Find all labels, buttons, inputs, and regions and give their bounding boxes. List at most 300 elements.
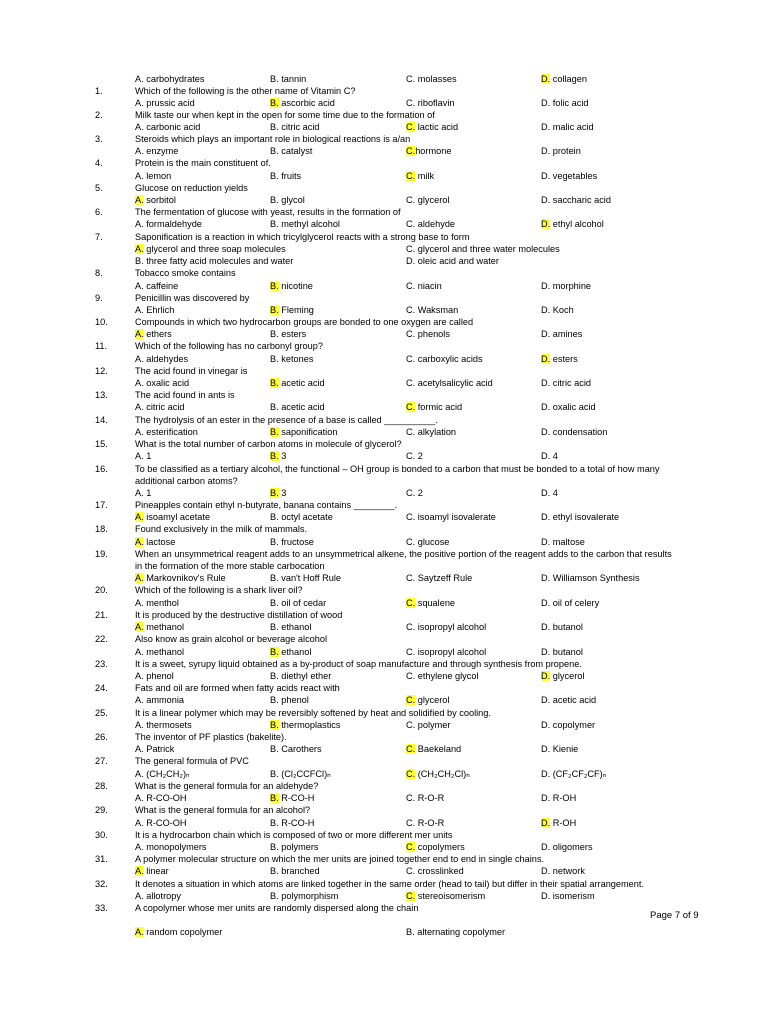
- question-continuation: [0, 475, 768, 487]
- question-text: Tobacco smoke contains: [135, 268, 236, 278]
- answer-option: [135, 743, 174, 755]
- question-line: [0, 499, 768, 511]
- correct-answer-marker: C.: [406, 769, 416, 779]
- answer-option: [135, 597, 179, 609]
- option-letter: A.: [135, 98, 144, 108]
- option-text: alternating copolymer: [414, 927, 506, 937]
- question-text: Penicillin was discovered by: [135, 293, 250, 303]
- answer-option: [270, 694, 309, 706]
- option-text: fruits: [278, 171, 302, 181]
- option-text: ethylene glycol: [415, 671, 479, 681]
- option-letter: A.: [135, 74, 144, 84]
- answer-option: [406, 792, 444, 804]
- option-letter: C.: [406, 720, 416, 730]
- option-text: glycol: [278, 195, 305, 205]
- answer-option: [270, 353, 313, 365]
- option-text: menthol: [143, 598, 179, 608]
- answer-option: [135, 926, 222, 938]
- option-text: Williamson Synthesis: [550, 573, 640, 583]
- options-line: [0, 743, 768, 755]
- option-letter: B.: [270, 573, 279, 583]
- options-line: [0, 926, 768, 938]
- option-letter: A.: [135, 744, 144, 754]
- option-letter: C.: [406, 329, 416, 339]
- option-letter: B.: [135, 256, 144, 266]
- option-letter: D.: [541, 866, 551, 876]
- option-letter: A.: [135, 891, 144, 901]
- option-letter: D.: [541, 488, 551, 498]
- option-text: lactose: [143, 537, 176, 547]
- options-line: [0, 536, 768, 548]
- option-letter: A.: [135, 488, 144, 498]
- question-text: in the formation of the more stable carbocation: [135, 561, 325, 571]
- question-text: The acid found in vinegar is: [135, 366, 248, 376]
- option-text: ketones: [278, 354, 314, 364]
- answer-option: [541, 890, 595, 902]
- question-line: [0, 365, 768, 377]
- option-text: isopropyl alcohol: [415, 622, 487, 632]
- correct-answer-marker: C.: [406, 891, 416, 901]
- correct-answer-marker: D.: [541, 74, 551, 84]
- option-text: caffeine: [143, 281, 179, 291]
- question-number: 33.: [95, 903, 108, 913]
- option-letter: A.: [135, 695, 144, 705]
- answer-option: [135, 621, 184, 633]
- answer-option: [135, 194, 176, 206]
- answer-option: [541, 170, 597, 182]
- option-text: Fleming: [278, 305, 314, 315]
- correct-answer-marker: A.: [135, 244, 144, 254]
- option-text: van't Hoff Rule: [278, 573, 342, 583]
- answer-option: [135, 536, 175, 548]
- correct-answer-marker: C.: [406, 122, 416, 132]
- option-letter: C.: [406, 573, 416, 583]
- question-number: 19.: [95, 549, 108, 559]
- option-letter: A.: [135, 842, 144, 852]
- question-line: [0, 780, 768, 792]
- question-line: [0, 206, 768, 218]
- question-text: Fats and oil are formed when fatty acids react with: [135, 683, 340, 693]
- option-letter: B.: [270, 866, 279, 876]
- option-letter: C.: [406, 281, 416, 291]
- options-line: [0, 670, 768, 682]
- option-text: 1: [143, 451, 152, 461]
- answer-option: [270, 817, 314, 829]
- question-text: The acid found in ants is: [135, 390, 235, 400]
- option-text: ascorbic acid: [278, 98, 335, 108]
- correct-answer-marker: D.: [541, 219, 551, 229]
- question-number: 1.: [95, 86, 103, 96]
- option-text: branched: [278, 866, 320, 876]
- option-text: isoamyl isovalerate: [415, 512, 496, 522]
- options-line: [0, 817, 768, 829]
- option-letter: C.: [406, 305, 416, 315]
- option-text: ethers: [143, 329, 172, 339]
- question-line: [0, 231, 768, 243]
- answer-option: [406, 243, 560, 255]
- option-letter: A.: [135, 402, 144, 412]
- question-line: [0, 584, 768, 596]
- options-line: [0, 280, 768, 292]
- option-letter: A.: [135, 219, 144, 229]
- options-line: [0, 218, 768, 230]
- question-number: 7.: [95, 232, 103, 242]
- question-line: [0, 109, 768, 121]
- option-text: citric acid: [550, 378, 592, 388]
- option-letter: C.: [406, 195, 416, 205]
- question-number: 9.: [95, 293, 103, 303]
- option-text: glycerol and three soap molecules: [143, 244, 286, 254]
- question-text: The hydrolysis of an ester in the presence of a base is called __________.: [135, 415, 438, 425]
- option-text: oligomers: [550, 842, 593, 852]
- options-line: [0, 426, 768, 438]
- answer-option: [270, 304, 314, 316]
- options-line: [0, 450, 768, 462]
- option-letter: B.: [270, 622, 279, 632]
- question-line: [0, 316, 768, 328]
- option-text: ethyl isovalerate: [550, 512, 620, 522]
- question-text: What is the total number of carbon atoms in molecule of glycerol?: [135, 439, 402, 449]
- option-letter: D.: [541, 793, 551, 803]
- question-number: 30.: [95, 830, 108, 840]
- answer-option: [270, 121, 320, 133]
- option-text: phenol: [143, 671, 174, 681]
- option-text: 3: [278, 451, 287, 461]
- correct-answer-marker: A.: [135, 329, 144, 339]
- option-letter: B.: [270, 744, 279, 754]
- correct-answer-marker: B.: [270, 305, 279, 315]
- answer-option: [406, 646, 486, 658]
- answer-option: [270, 328, 306, 340]
- answer-option: [135, 280, 178, 292]
- option-letter: D.: [541, 378, 551, 388]
- question-text: The fermentation of glucose with yeast, results in the formation of: [135, 207, 401, 217]
- option-letter: A.: [135, 598, 144, 608]
- option-letter: A.: [135, 769, 144, 779]
- question-text: It is produced by the destructive distillation of wood: [135, 610, 343, 620]
- question-text: It is a sweet, syrupy liquid obtained as a by-product of soap manufacture and through synthesis from propene.: [135, 659, 582, 669]
- answer-option: [541, 304, 574, 316]
- option-text: isopropyl alcohol: [415, 647, 487, 657]
- answer-option: [406, 170, 434, 182]
- options-line: [0, 73, 768, 85]
- option-text: linear: [143, 866, 169, 876]
- option-text: methanol: [143, 622, 185, 632]
- question-line: [0, 731, 768, 743]
- question-text: Steroids which plays an important role in biological reactions is a/an: [135, 134, 411, 144]
- answer-option: [406, 145, 451, 157]
- option-text: Baekeland: [415, 744, 462, 754]
- answer-option: [541, 73, 587, 85]
- option-text: polymer: [415, 720, 451, 730]
- option-letter: B.: [270, 219, 279, 229]
- answer-option: [135, 328, 172, 340]
- option-text: polymorphism: [278, 891, 339, 901]
- answer-option: [135, 646, 184, 658]
- option-letter: A.: [135, 281, 144, 291]
- option-text: nicotine: [278, 281, 313, 291]
- option-letter: D.: [541, 598, 551, 608]
- option-text: lactic acid: [415, 122, 459, 132]
- option-text: folic acid: [550, 98, 589, 108]
- option-text: oxalic acid: [550, 402, 596, 412]
- question-text: What is the general formula for an aldehyde?: [135, 781, 319, 791]
- answer-option: [541, 572, 640, 584]
- correct-answer-marker: C.: [406, 744, 416, 754]
- question-number: 4.: [95, 158, 103, 168]
- question-text: A polymer molecular structure on which the mer units are joined together end to end in single chains.: [135, 854, 545, 864]
- option-letter: A.: [135, 671, 144, 681]
- option-text: monopolymers: [143, 842, 207, 852]
- option-text: sorbitol: [143, 195, 176, 205]
- answer-option: [270, 487, 286, 499]
- option-text: (CF₂CF₂CF)ₙ: [550, 769, 607, 779]
- option-text: diethyl ether: [278, 671, 332, 681]
- option-text: polymers: [278, 842, 319, 852]
- correct-answer-marker: C.: [406, 695, 416, 705]
- option-letter: B.: [270, 598, 279, 608]
- answer-option: [406, 121, 458, 133]
- question-line: [0, 658, 768, 670]
- question-number: 6.: [95, 207, 103, 217]
- options-line: [0, 304, 768, 316]
- option-text: allotropy: [143, 891, 181, 901]
- option-text: 2: [415, 488, 423, 498]
- option-letter: A.: [135, 122, 144, 132]
- answer-option: [541, 145, 581, 157]
- question-text: What is the general formula for an alcohol?: [135, 805, 311, 815]
- options-line: [0, 328, 768, 340]
- answer-option: [270, 170, 301, 182]
- question-number: 2.: [95, 110, 103, 120]
- option-text: R-CO-OH: [143, 793, 187, 803]
- option-letter: B.: [270, 402, 279, 412]
- question-text: Found exclusively in the milk of mammals.: [135, 524, 308, 534]
- options-line: [0, 646, 768, 658]
- option-text: amines: [550, 329, 583, 339]
- answer-option: [270, 280, 313, 292]
- option-text: esterification: [143, 427, 198, 437]
- question-text: The inventor of PF plastics (bakelite).: [135, 732, 287, 742]
- option-text: thermoplastics: [278, 720, 341, 730]
- question-text: Protein is the main constituent of.: [135, 158, 271, 168]
- question-text: Which of the following has no carbonyl group?: [135, 341, 323, 351]
- answer-option: [270, 377, 325, 389]
- answer-option: [406, 377, 493, 389]
- option-text: formaldehyde: [143, 219, 202, 229]
- correct-answer-marker: B.: [270, 793, 279, 803]
- answer-option: [406, 280, 442, 292]
- question-line: [0, 609, 768, 621]
- question-text: When an unsymmetrical reagent adds to an unsymmetrical alkene, the positive portion of the reagent adds to the carbon that results: [135, 549, 672, 559]
- options-line: [0, 194, 768, 206]
- option-letter: C.: [406, 512, 416, 522]
- answer-option: [406, 511, 496, 523]
- answer-option: [406, 621, 486, 633]
- option-text: butanol: [550, 647, 583, 657]
- answer-option: [406, 73, 457, 85]
- answer-option: [541, 646, 583, 658]
- option-letter: A.: [135, 378, 144, 388]
- option-text: milk: [415, 171, 435, 181]
- answer-option: [406, 450, 423, 462]
- options-line: [0, 865, 768, 877]
- correct-answer-marker: D.: [541, 354, 551, 364]
- answer-option: [406, 865, 464, 877]
- option-text: three fatty acid molecules and water: [143, 256, 294, 266]
- answer-option: [406, 694, 449, 706]
- option-letter: D.: [541, 122, 551, 132]
- answer-option: [270, 426, 337, 438]
- answer-option: [270, 743, 322, 755]
- option-text: Saytzeff Rule: [415, 573, 473, 583]
- answer-option: [541, 719, 595, 731]
- question-line: [0, 85, 768, 97]
- question-number: 11.: [95, 341, 108, 351]
- answer-option: [270, 401, 325, 413]
- question-line: [0, 633, 768, 645]
- option-letter: C.: [406, 219, 416, 229]
- answer-option: [541, 865, 585, 877]
- correct-answer-marker: B.: [270, 281, 279, 291]
- answer-option: [135, 865, 169, 877]
- question-number: 22.: [95, 634, 108, 644]
- option-text: lemon: [143, 171, 172, 181]
- answer-option: [541, 670, 584, 682]
- option-text: crosslinked: [415, 866, 464, 876]
- answer-option: [135, 170, 171, 182]
- answer-option: [135, 487, 151, 499]
- answer-option: [541, 218, 604, 230]
- answer-option: [135, 719, 192, 731]
- option-text: glycerol: [415, 195, 450, 205]
- answer-option: [135, 145, 178, 157]
- option-letter: A.: [135, 647, 144, 657]
- option-text: Ehrlich: [143, 305, 175, 315]
- answer-option: [135, 255, 293, 267]
- option-letter: A.: [135, 427, 144, 437]
- answer-option: [541, 536, 585, 548]
- option-text: stereoisomerism: [415, 891, 486, 901]
- question-number: 31.: [95, 854, 108, 864]
- option-text: (Cl₂CCFCl)ₙ: [278, 769, 331, 779]
- question-text: Saponification is a reaction in which tricylglycerol reacts with a strong base to form: [135, 232, 470, 242]
- option-letter: D.: [541, 305, 551, 315]
- option-text: citric acid: [143, 402, 185, 412]
- correct-answer-marker: D.: [541, 818, 551, 828]
- option-text: ethyl alcohol: [550, 219, 604, 229]
- options-line: [0, 890, 768, 902]
- answer-option: [270, 511, 333, 523]
- options-line: [0, 243, 768, 255]
- question-text: The general formula of PVC: [135, 756, 249, 766]
- answer-option: [541, 280, 591, 292]
- answer-option: [135, 73, 204, 85]
- answer-option: [135, 243, 286, 255]
- option-letter: C.: [406, 671, 416, 681]
- options-line: [0, 597, 768, 609]
- correct-answer-marker: C.: [406, 171, 416, 181]
- option-letter: C.: [406, 74, 416, 84]
- question-number: 28.: [95, 781, 108, 791]
- option-text: Kienie: [550, 744, 579, 754]
- answer-option: [541, 841, 593, 853]
- option-letter: D.: [541, 281, 551, 291]
- correct-answer-marker: C.: [406, 402, 416, 412]
- option-text: oleic acid and water: [415, 256, 499, 266]
- correct-answer-marker: C.: [406, 842, 416, 852]
- option-text: acetylsalicylic acid: [415, 378, 493, 388]
- question-line: [0, 853, 768, 865]
- answer-option: [135, 890, 181, 902]
- option-text: isomerism: [550, 891, 595, 901]
- option-letter: D.: [541, 573, 551, 583]
- option-text: citric acid: [278, 122, 320, 132]
- options-line: [0, 97, 768, 109]
- question-line: [0, 755, 768, 767]
- options-line: [0, 487, 768, 499]
- answer-option: [270, 670, 331, 682]
- option-text: octyl acetate: [278, 512, 333, 522]
- option-text: copolymers: [415, 842, 465, 852]
- option-text: phenol: [278, 695, 309, 705]
- option-text: Patrick: [143, 744, 175, 754]
- option-letter: C.: [406, 488, 416, 498]
- question-continuation: [0, 560, 768, 572]
- answer-option: [406, 719, 450, 731]
- option-text: Markovnikov's Rule: [143, 573, 226, 583]
- option-letter: A.: [135, 793, 144, 803]
- option-letter: D.: [541, 720, 551, 730]
- answer-option: [135, 121, 200, 133]
- answer-option: [135, 841, 207, 853]
- option-text: isoamyl acetate: [143, 512, 211, 522]
- question-text: Glucose on reduction yields: [135, 183, 248, 193]
- option-text: riboflavin: [415, 98, 455, 108]
- question-line: [0, 548, 768, 560]
- correct-answer-marker: A.: [135, 573, 144, 583]
- question-number: 24.: [95, 683, 108, 693]
- option-letter: A.: [135, 146, 144, 156]
- question-line: [0, 292, 768, 304]
- option-text: Koch: [550, 305, 574, 315]
- answer-option: [135, 670, 174, 682]
- option-letter: D.: [541, 402, 551, 412]
- answer-option: [541, 511, 619, 523]
- question-text: It is a hydrocarbon chain which is composed of two or more different mer units: [135, 830, 453, 840]
- option-text: carbohydrates: [143, 74, 205, 84]
- answer-option: [541, 426, 607, 438]
- option-letter: D.: [541, 647, 551, 657]
- answer-option: [135, 304, 174, 316]
- answer-option: [541, 121, 594, 133]
- option-letter: B.: [270, 695, 279, 705]
- answer-option: [406, 353, 483, 365]
- answer-option: [135, 694, 184, 706]
- question-line: [0, 267, 768, 279]
- answer-option: [270, 841, 319, 853]
- option-letter: C.: [406, 244, 416, 254]
- answer-option: [406, 841, 465, 853]
- question-number: 27.: [95, 756, 108, 766]
- option-text: methyl alcohol: [278, 219, 340, 229]
- options-line: [0, 401, 768, 413]
- options-line: [0, 377, 768, 389]
- option-text: random copolymer: [143, 927, 223, 937]
- option-letter: B.: [270, 891, 279, 901]
- option-text: collagen: [550, 74, 587, 84]
- answer-option: [135, 572, 226, 584]
